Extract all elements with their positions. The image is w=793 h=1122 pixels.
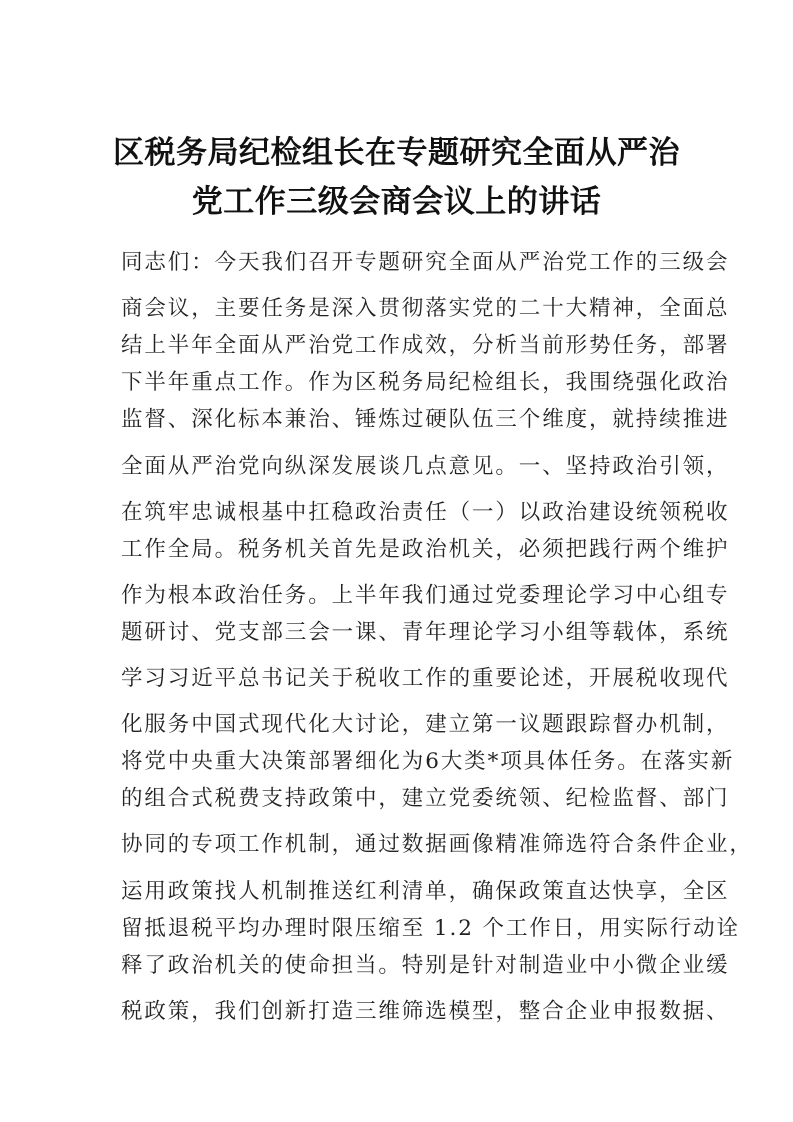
- body-line: 运用政策找人机制推送红利清单，确保政策直达快享，全区: [121, 879, 730, 904]
- body-line: 学习习近平总书记关于税收工作的重要论述，开展税收现代: [121, 666, 730, 691]
- body-line: 下半年重点工作。作为区税务局纪检组长，我围绕强化政治: [121, 370, 730, 395]
- body-line: 的组合式税费支持政策中，建立党委统领、纪检监督、部门: [121, 786, 730, 811]
- body-line: 税政策，我们创新打造三维筛选模型，整合企业申报数据、: [121, 999, 730, 1024]
- body-line: 全面从严治党向纵深发展谈几点意见。一、坚持政治引领，: [121, 454, 730, 479]
- body-line: 工作全局。税务机关首先是政治机关，必须把践行两个维护: [121, 537, 730, 562]
- body-line: 作为根本政治任务。上半年我们通过党委理论学习中心组专: [121, 583, 730, 608]
- body-line: 结上半年全面从严治党工作成效，分析当前形势任务，部署: [121, 333, 730, 358]
- document-title-line-1: 区税务局纪检组长在专题研究全面从严治: [113, 135, 680, 171]
- document-title-line-2: 党工作三级会商会议上的讲话: [191, 184, 602, 220]
- body-line: 题研讨、党支部三会一课、青年理论学习小组等载体，系统: [121, 620, 730, 645]
- body-line: 协同的专项工作机制，通过数据画像精准筛选符合条件企业，: [121, 832, 753, 857]
- body-line: 将党中央重大决策部署细化为6大类*项具体任务。在落实新: [121, 749, 735, 774]
- body-line: 监督、深化标本兼治、锤炼过硬队伍三个维度，就持续推进: [121, 407, 730, 432]
- body-line: 同志们：今天我们召开专题研究全面从严治党工作的三级会: [121, 250, 730, 275]
- body-line: 商会议，主要任务是深入贯彻落实党的二十大精神，全面总: [121, 296, 730, 321]
- body-line: 释了政治机关的使命担当。特别是针对制造业中小微企业缓: [121, 953, 730, 978]
- body-line: 留抵退税平均办理时限压缩至 1.2 个工作日，用实际行动诠: [121, 916, 740, 941]
- body-line: 化服务中国式现代化大讨论，建立第一议题跟踪督办机制，: [121, 712, 730, 737]
- body-line: 在筑牢忠诚根基中扛稳政治责任（一）以政治建设统领税收: [121, 500, 730, 525]
